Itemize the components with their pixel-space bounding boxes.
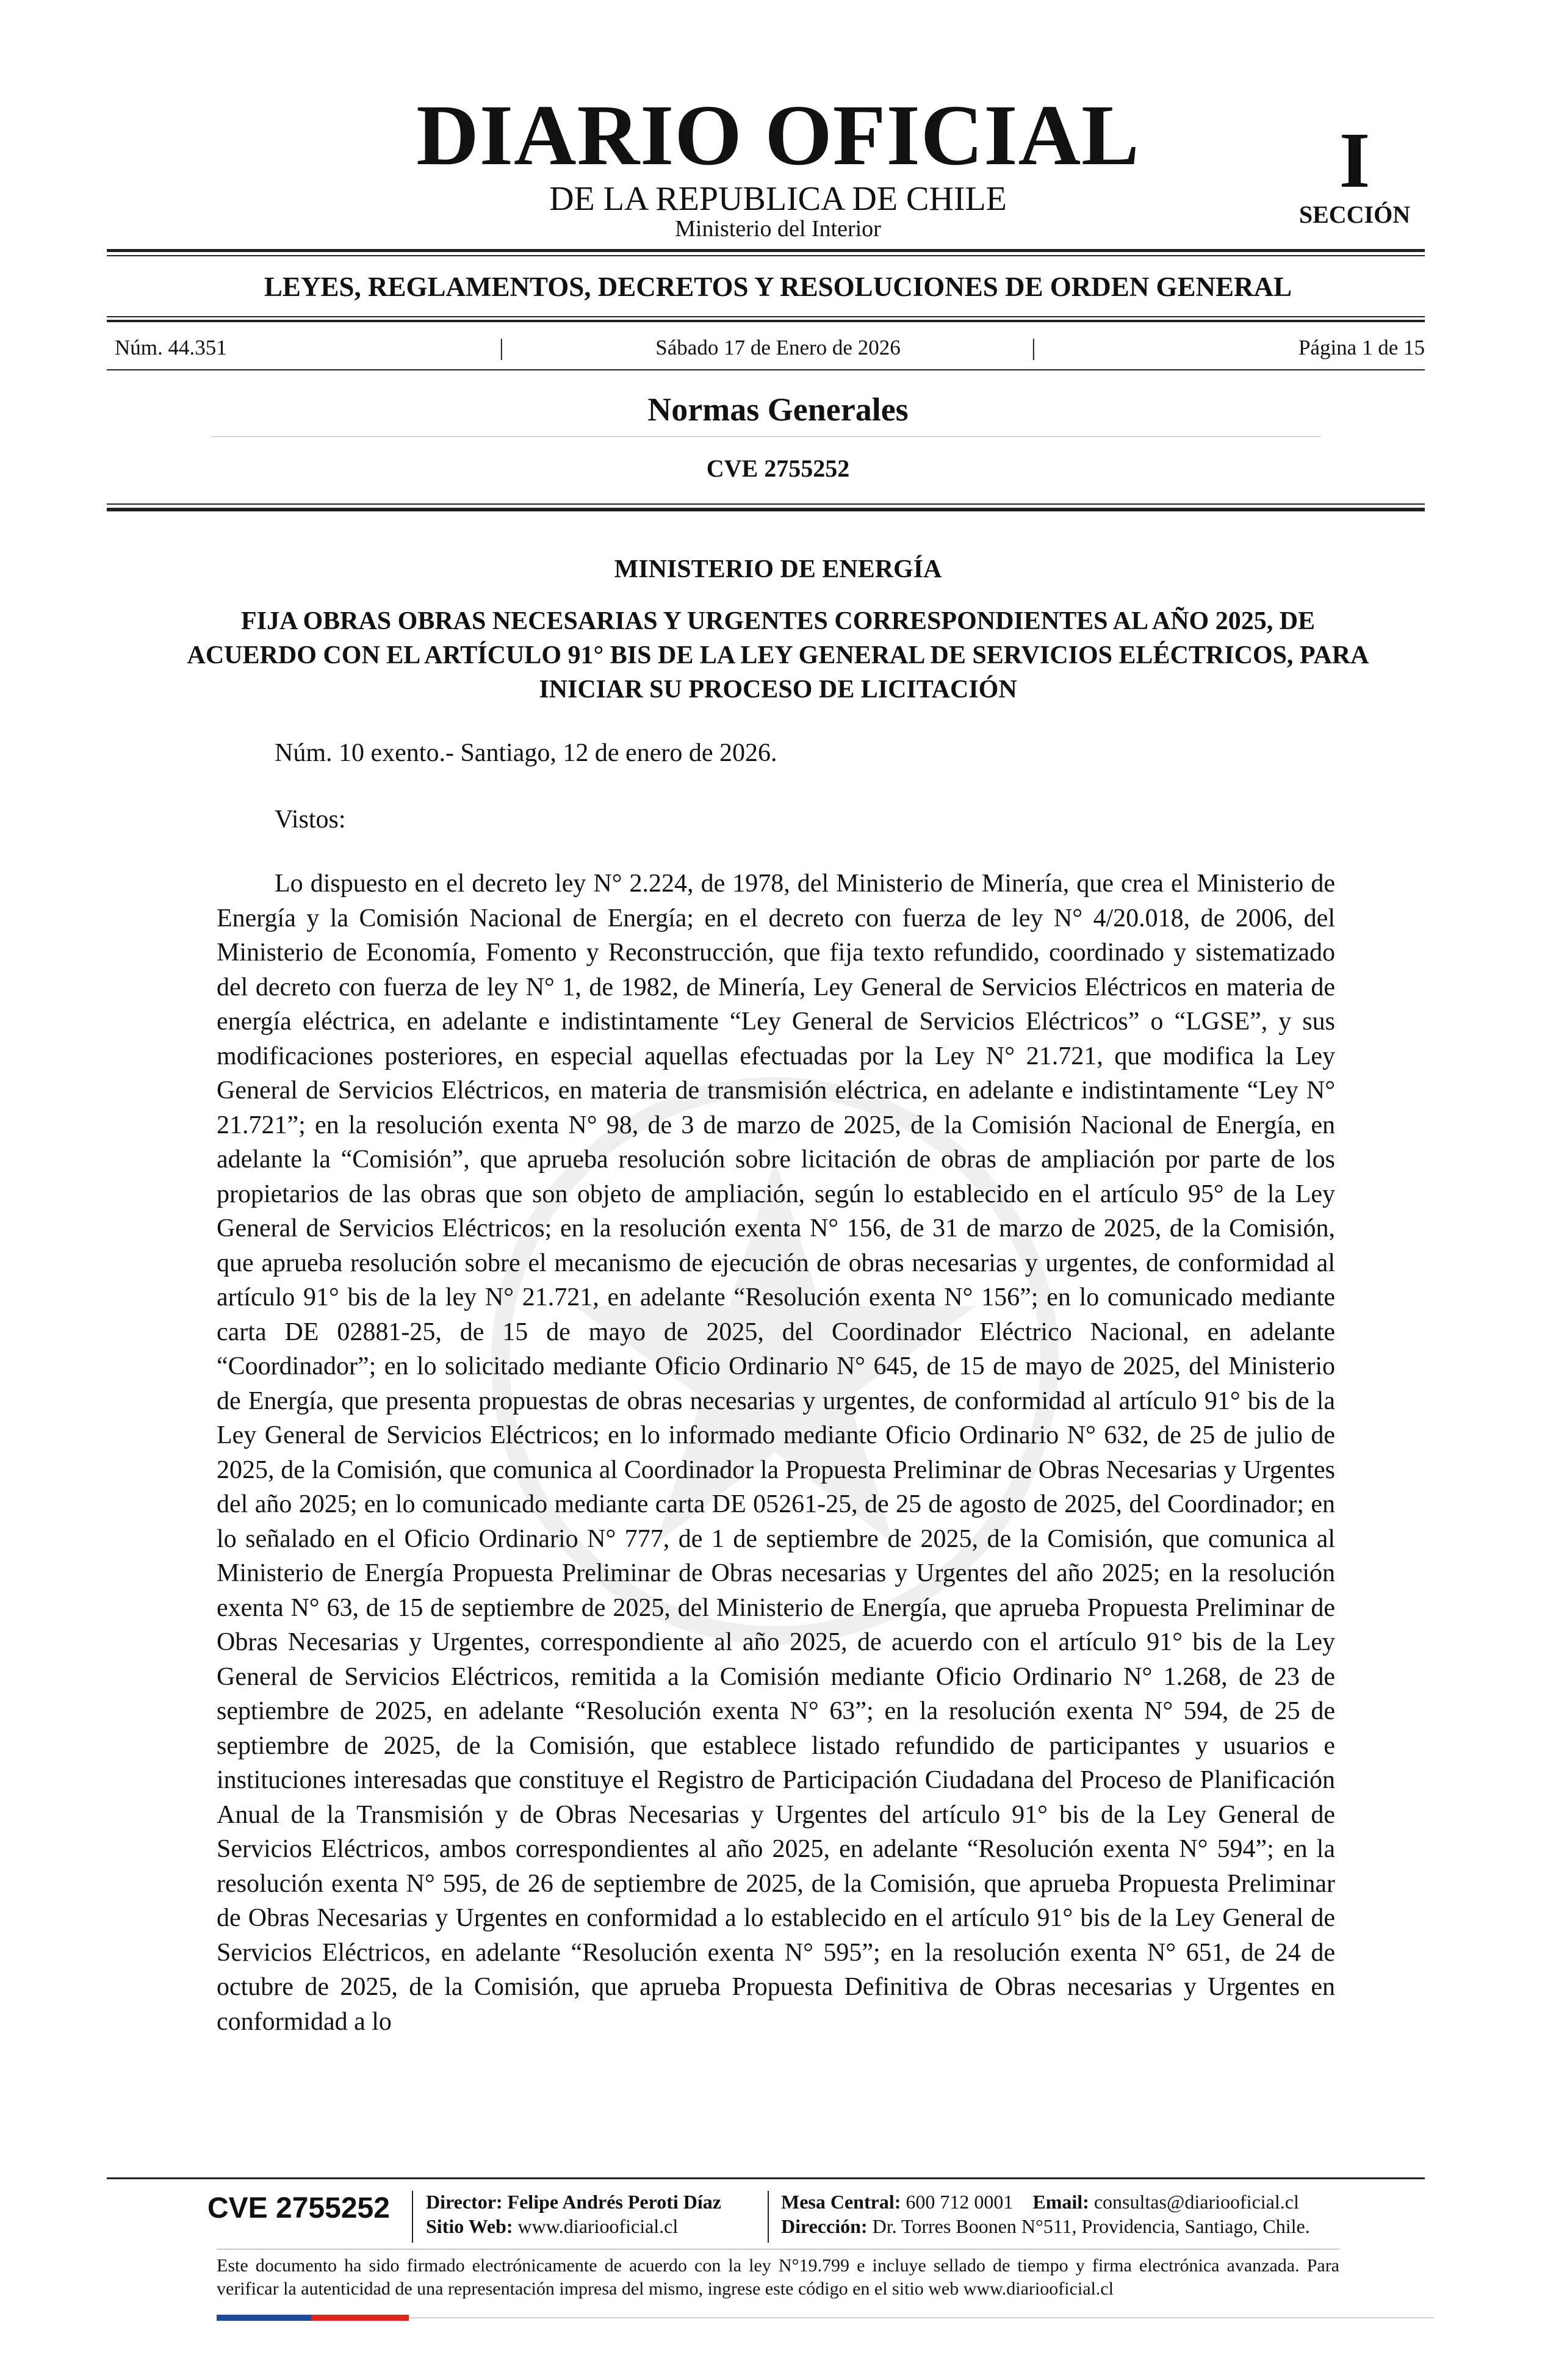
flag-stripe-red: [311, 2315, 409, 2321]
masthead-rule-thick: [107, 249, 1425, 252]
legal-notice: Este documento ha sido firmado electrónicamente de acuerdo con la ley N°19.799 e incluye sellado de tiempo y firma electrónica avanzada. Para verificar la autenticidad de una representación impresa del mismo, ingrese este código en el sitio web www.diariooficial.cl: [217, 2256, 1339, 2299]
banner-heading: LEYES, REGLAMENTOS, DECRETOS Y RESOLUCIONES DE ORDEN GENERAL: [264, 272, 1292, 302]
masthead-rule-thin: [107, 255, 1425, 256]
masthead-title: DIARIO OFICIAL: [416, 87, 1140, 183]
header-rule-thick: [107, 508, 1425, 511]
masthead-subtitle: DE LA REPUBLICA DE CHILE: [549, 180, 1007, 218]
site-label: Sitio Web:: [426, 2215, 513, 2237]
director-label: Director:: [426, 2191, 503, 2213]
header-rule-thin: [107, 503, 1425, 505]
masthead-ministry: Ministerio del Interior: [675, 216, 881, 242]
document-title: FIJA OBRAS OBRAS NECESARIAS Y URGENTES CORRESPONDIENTES AL AÑO 2025, DE ACUERDO CON EL ARTÍCULO 91° BIS DE LA LEY GENERAL DE SERVICIOS ELÉCTRICOS, PARA INICIAR SU PROCESO DE LICITACIÓN: [187, 607, 1369, 704]
director-name: Felipe Andrés Peroti Díaz: [507, 2191, 721, 2213]
banner-rule-bottom: [107, 320, 1425, 322]
flag-stripe-light: [409, 2317, 1434, 2318]
mesa-phone: 600 712 0001: [906, 2191, 1014, 2213]
vistos-heading: Vistos:: [275, 806, 346, 834]
footer-rule: [107, 2177, 1425, 2179]
section-label: SECCIÓN: [1298, 201, 1411, 228]
issue-rule: [107, 369, 1425, 370]
footer-cve-code: CVE 2755252: [207, 2192, 390, 2224]
body-paragraph: Lo dispuesto en el decreto ley N° 2.224, de 1978, del Ministerio de Minería, que crea el Ministerio de Energía y la Comisión Nacional de Energía; en el decreto con fuerza de ley N° 4/20.018, de 2006, del Ministerio de Economía, Fomento y Reconstrucción, que fija texto refundido, coordinado y sistematizado del decreto con fuerza de ley N° 1, de 1982, de Minería, Ley General de Servicios Eléctricos en materia de energía eléctrica, en adelante e indistintamente “Ley General de Servicios Eléctricos” o “LGSE”, y sus modificaciones posteriores, en especial aquellas efectuadas por la Ley N° 21.721, que modifica la Ley General de Servicios Eléctricos, en materia de transmisión eléctrica, en adelante e indistintamente “Ley N° 21.721”; en la resolución exenta N° 98, de 3 de marzo de 2025, de la Comisión Nacional de Energía, en adelante la “Comisión”, que aprueba resolución sobre licitación de obras de ampliación por parte de los propietarios de las obras que son objeto de ampliación, según lo establecido en el artículo 95° de la Ley General de Servicios Eléctricos; en la resolución exenta N° 156, de 31 de marzo de 2025, de la Comisión, que aprueba resolución sobre el mecanismo de ejecución de obras necesarias y urgentes, de conformidad al artículo 91° bis de la ley N° 21.721, en adelante “Resolución exenta N° 156”; en lo comunicado mediante carta DE 02881-25, de 15 de mayo de 2025, del Coordinador Eléctrico Nacional, en adelante “Coordinador”; en lo solicitado mediante Oficio Ordinario N° 645, de 15 de mayo de 2025, del Ministerio de Energía, que presenta propuestas de obras necesarias y urgentes, de conformidad al artículo 91° bis de la Ley General de Servicios Eléctricos; en lo informado mediante Oficio Ordinario N° 632, de 25 de julio de 2025, de la Comisión, que comunica al Coordinador la Propuesta Preliminar de Obras Necesarias y Urgentes del año 2025; en lo comunicado mediante carta DE 05261-25, de 25 de agosto de 2025, del Coordinador; en lo señalado en el Oficio Ordinario N° 777, de 1 de septiembre de 2025, de la Comisión, que comunica al Ministerio de Energía Propuesta Preliminar de Obras necesarias y Urgentes del año 2025; en la resolución exenta N° 63, de 15 de septiembre de 2025, del Ministerio de Energía, que aprueba Propuesta Preliminar de Obras Necesarias y Urgentes, correspondiente al año 2025, de acuerdo con el artículo 91° bis de la Ley General de Servicios Eléctricos, remitida a la Comisión mediante Oficio Ordinario N° 1.268, de 23 de septiembre de 2025, en adelante “Resolución exenta N° 63”; en la resolución exenta N° 594, de 25 de septiembre de 2025, de la Comisión, que establece listado refundido de participantes y usuarios e instituciones interesadas que constituye el Registro de Participación Ciudadana del Proceso de Planificación Anual de la Transmisión y de Obras Necesarias y Urgentes del artículo 91° bis de la Ley General de Servicios Eléctricos, ambos correspondientes al año 2025, en adelante “Resolución exenta N° 594”; en la resolución exenta N° 595, de 26 de septiembre de 2025, de la Comisión, que aprueba Propuesta Preliminar de Obras Necesarias y Urgentes en conformidad a lo establecido en el artículo 91° bis de la Ley General de Servicios Eléctricos, en adelante “Resolución exenta N° 595”; en la resolución exenta N° 651, de 24 de octubre de 2025, de la Comisión, que aprueba Propuesta Definitiva de Obras necesarias y Urgentes en conformidad a lo: [217, 870, 1335, 2036]
issue-number: Núm. 44.351: [115, 336, 227, 359]
address-label: Dirección:: [781, 2215, 868, 2237]
issue-page: Página 1 de 15: [1298, 336, 1425, 359]
section-heading: Normas Generales: [647, 391, 909, 428]
issue-separator: |: [1031, 335, 1036, 361]
section-numeral: I: [1339, 117, 1371, 204]
decree-number-line: Núm. 10 exento.- Santiago, 12 de enero de 2026.: [275, 739, 777, 767]
footer-divider: [412, 2191, 413, 2243]
footer-divider: [768, 2191, 769, 2243]
email-link[interactable]: consultas@diariooficial.cl: [1093, 2191, 1299, 2213]
address-text: Dr. Torres Boonen N°511, Providencia, Santiago, Chile.: [872, 2215, 1310, 2237]
ministry-heading: MINISTERIO DE ENERGÍA: [614, 555, 942, 583]
cve-code: CVE 2755252: [706, 455, 850, 482]
site-link[interactable]: www.diariooficial.cl: [517, 2215, 679, 2237]
footer-contact-block: [781, 2190, 1310, 2238]
issue-date: Sábado 17 de Enero de 2026: [655, 336, 901, 359]
flag-stripe-blue: [217, 2315, 311, 2321]
mesa-label: Mesa Central:: [781, 2191, 901, 2213]
email-label: Email:: [1032, 2191, 1089, 2213]
banner-rule-top: [107, 316, 1425, 317]
issue-separator: |: [499, 335, 504, 361]
footer-director-block: [426, 2190, 721, 2238]
section-heading-rule: [211, 436, 1321, 437]
